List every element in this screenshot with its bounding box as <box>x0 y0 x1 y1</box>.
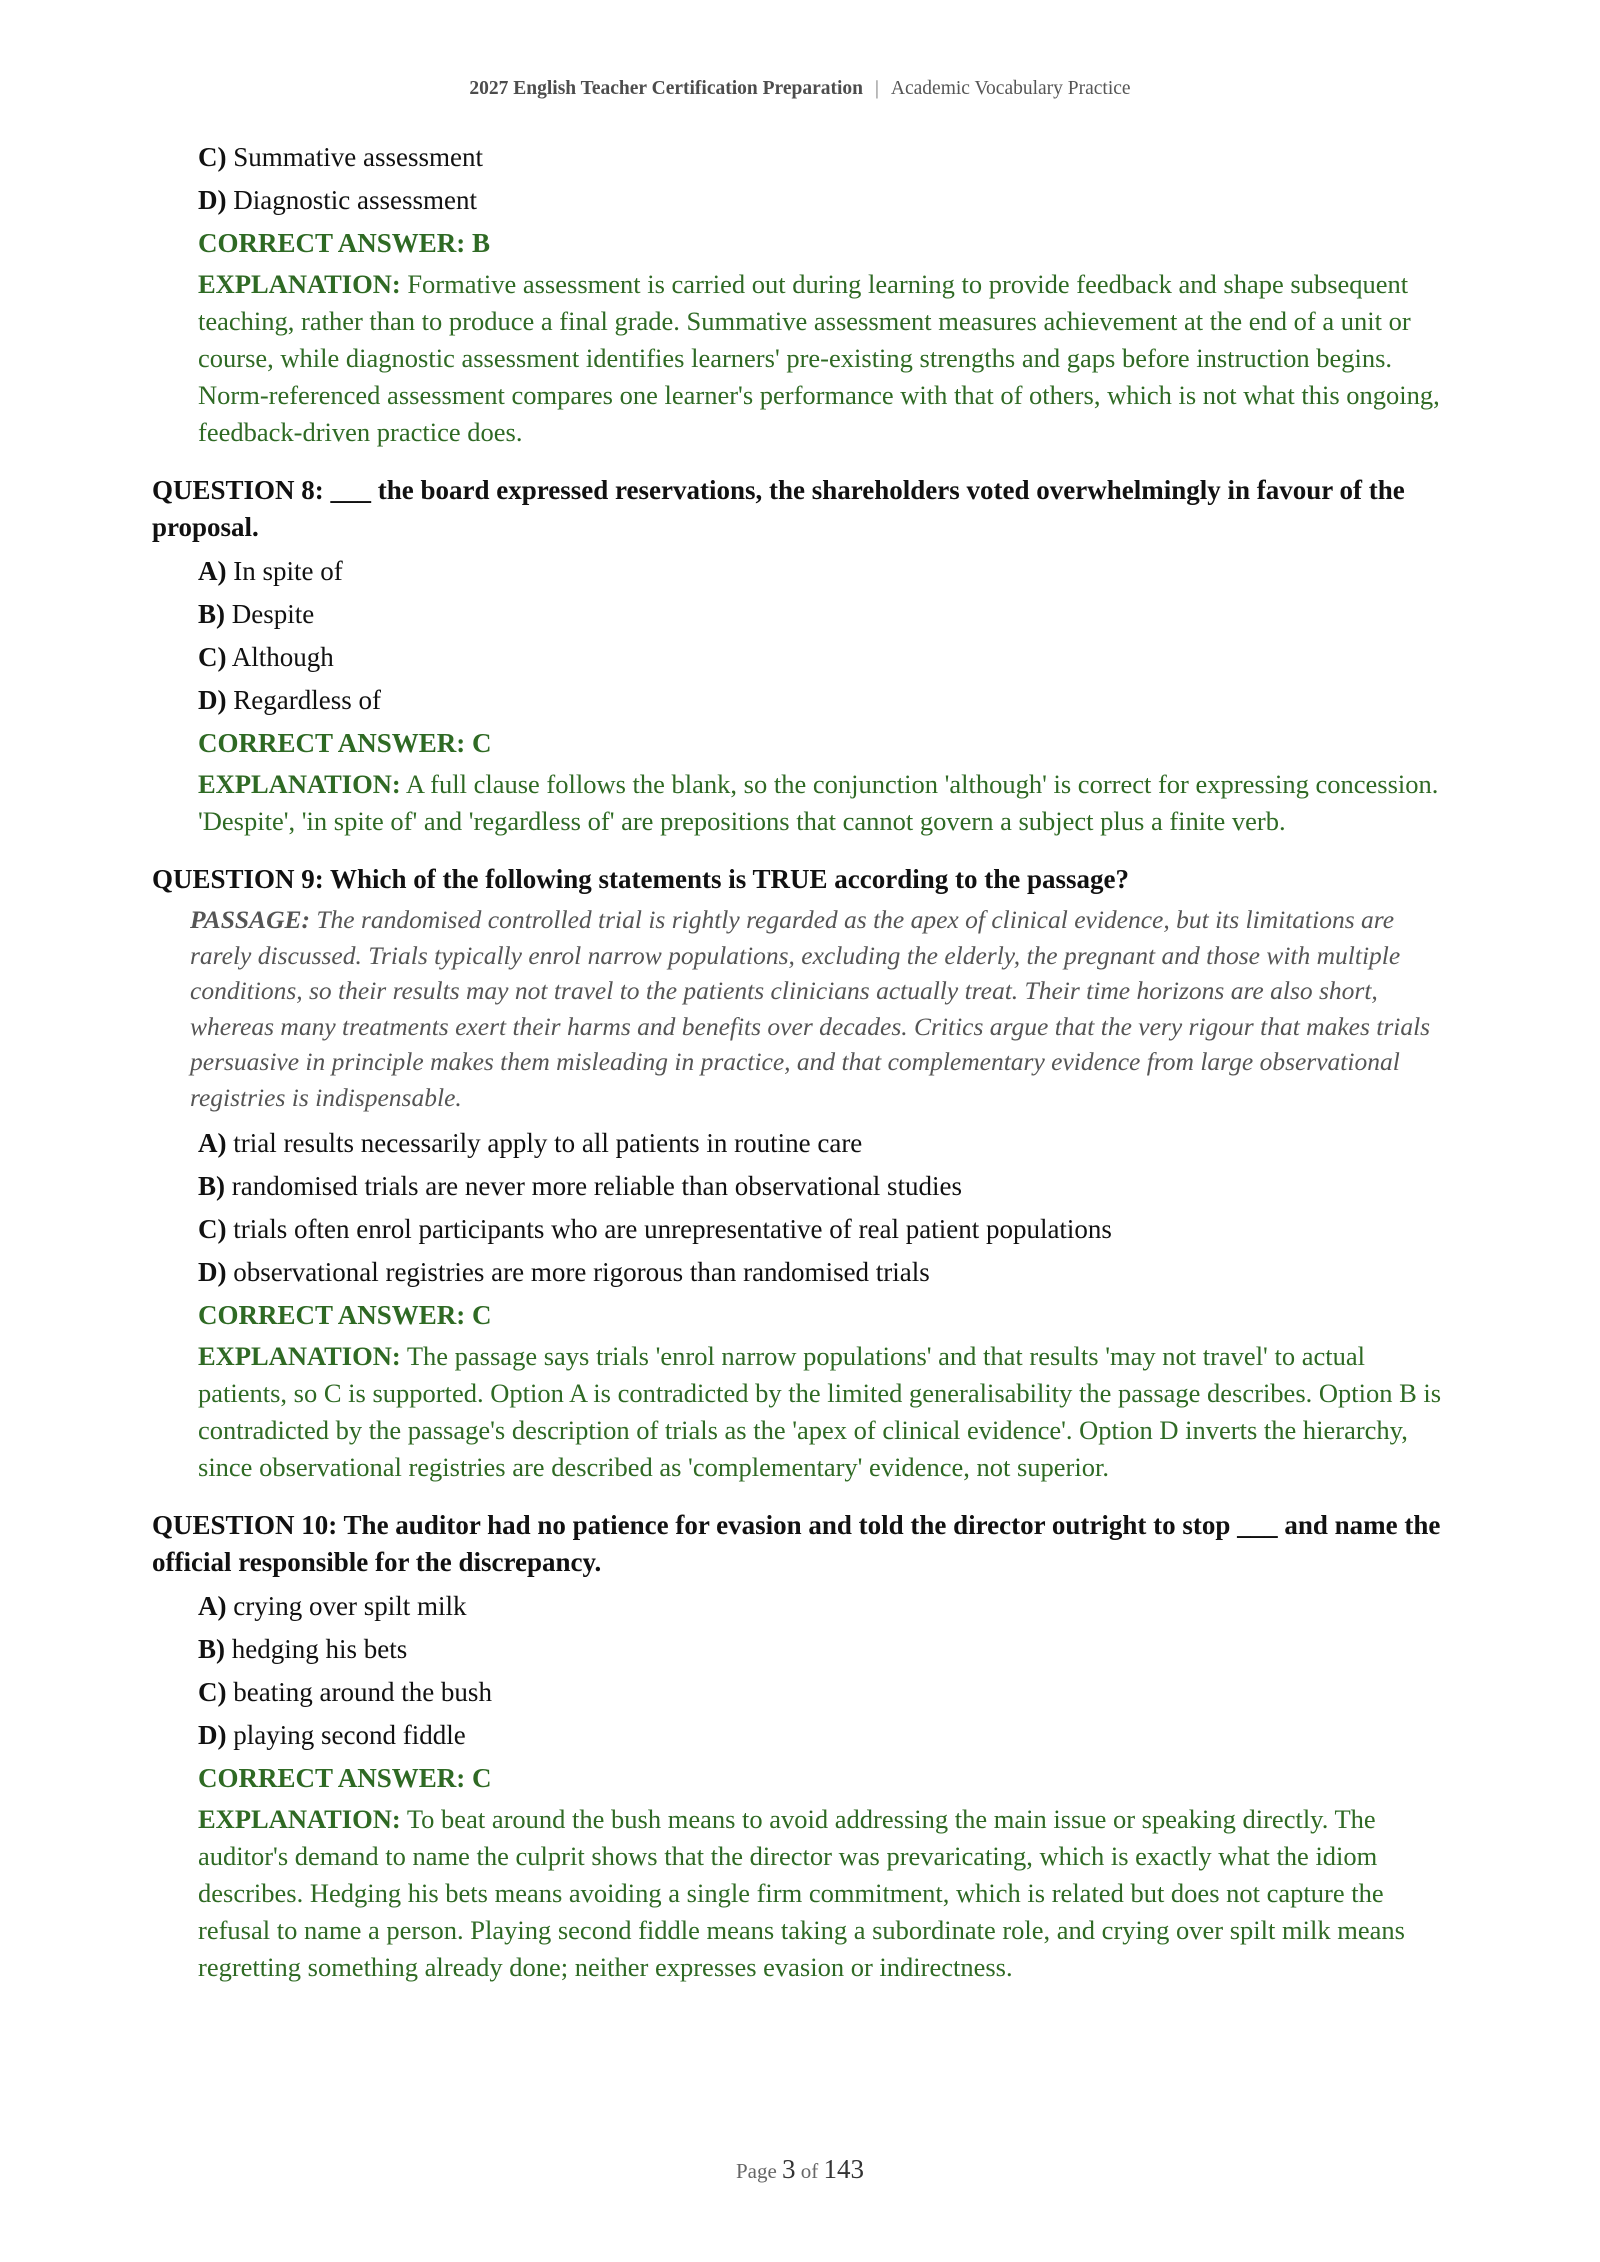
explanation-text: To beat around the bush means to avoid addressing the main issue or speaking directly. The auditor's demand to name the culprit shows that the director was prevaricating, which is exactly what the idiom describes. Hedging his bets means avoiding a single firm commitment, which is related but does not capture the refusal to name a person. Playing second fiddle means taking a subordinate role, and crying over spilt milk means regretting something already done; neither expresses evasion or indirectness. <box>198 1803 1405 1982</box>
q8-question: QUESTION 8: ___ the board expressed reservations, the shareholders voted overwhelmingly in favour of the proposal. <box>152 475 1405 542</box>
page-header <box>0 78 1600 100</box>
q7-explanation <box>152 266 1448 451</box>
option-letter: D) <box>198 685 227 715</box>
q10-option-b <box>198 1628 1448 1671</box>
option-text: Despite <box>231 599 315 629</box>
q8-option-b <box>198 593 1448 636</box>
q7-option-d <box>198 179 1448 222</box>
option-letter: C) <box>198 642 227 672</box>
q8-option-c <box>198 636 1448 679</box>
q9-option-c <box>198 1208 1448 1251</box>
q10-option-a <box>198 1585 1448 1628</box>
explanation-label: EXPLANATION: <box>198 1803 401 1834</box>
option-letter: C) <box>198 1676 227 1707</box>
header-title: 2027 English Teacher Certification Preparation <box>469 78 863 99</box>
page-word: Page <box>735 2159 777 2183</box>
of-word: of <box>800 2159 819 2183</box>
page-number: 3 <box>782 2154 796 2184</box>
option-letter: B) <box>198 599 225 629</box>
q10-question: QUESTION 10: The auditor had no patience for evasion and told the director outright to stop ___ and name the official responsible for the discrepancy. <box>152 1509 1441 1577</box>
q9-option-a <box>198 1122 1448 1165</box>
option-text: Diagnostic assessment <box>233 185 477 215</box>
option-letter: D) <box>198 185 227 215</box>
option-letter: B) <box>198 1633 225 1664</box>
q7-option-c <box>198 136 1448 179</box>
option-letter: C) <box>198 1213 227 1244</box>
q10-option-d <box>198 1714 1448 1757</box>
q8-correct-answer: CORRECT ANSWER: C <box>198 728 492 758</box>
explanation-text: The passage says trials 'enrol narrow populations' and that results 'may not travel' to actual patients, so C is supported. Option A is contradicted by the limited generalisability the passage describes. Option B is contradicted by the passage's description of trials as the 'apex of clinical evidence'. Option D inverts the hierarchy, since observational registries are described as 'complementary' evidence, not superior. <box>198 1340 1442 1482</box>
explanation-text: Formative assessment is carried out during learning to provide feedback and shape subsequent teaching, rather than to produce a final grade. Summative assessment measures achievement at the end of a unit or course, while diagnostic assessment identifies learners' pre-existing strengths and gaps before instruction begins. Norm-referenced assessment compares one learner's performance with that of others, which is not what this ongoing, feedback-driven practice does. <box>198 269 1440 447</box>
q10-options <box>152 1585 1448 1757</box>
header-separator: | <box>875 78 879 99</box>
q9-passage <box>152 902 1448 1116</box>
passage-text: The randomised controlled trial is rightly regarded as the apex of clinical evidence, but its limitations are rarely discussed. Trials typically enrol narrow populations, excluding the elderly, the pregnant and those with multiple conditions, so their results may not travel to the patients clinicians actually treat. Their time horizons are also short, whereas many treatments exert their harms and benefits over decades. Critics argue that the very rigour that makes trials persuasive in principle makes them misleading in practice, and that complementary evidence from large observational registries is indispensable. <box>190 905 1431 1112</box>
option-letter: C) <box>198 142 227 172</box>
option-text: Regardless of <box>233 685 381 715</box>
q8-explanation <box>152 766 1448 840</box>
q9-option-b <box>198 1165 1448 1208</box>
passage-label: PASSAGE: <box>190 905 310 934</box>
explanation-label: EXPLANATION: <box>198 769 401 799</box>
option-text: trials often enrol participants who are unrepresentative of real patient populations <box>233 1213 1112 1244</box>
page-footer <box>0 2154 1600 2185</box>
option-letter: D) <box>198 1719 227 1750</box>
option-letter: A) <box>198 1127 227 1158</box>
option-letter: A) <box>198 556 227 586</box>
q10-option-c <box>198 1671 1448 1714</box>
option-text: trial results necessarily apply to all patients in routine care <box>233 1127 863 1158</box>
q8-options <box>152 550 1448 722</box>
explanation-label: EXPLANATION: <box>198 1340 401 1371</box>
q7-correct-answer: CORRECT ANSWER: B <box>198 228 491 258</box>
q10-explanation <box>152 1801 1448 1986</box>
option-letter: A) <box>198 1590 227 1621</box>
explanation-label: EXPLANATION: <box>198 269 401 299</box>
q10-correct-answer: CORRECT ANSWER: C <box>198 1762 492 1793</box>
explanation-text: A full clause follows the blank, so the conjunction 'although' is correct for expressing concession. 'Despite', 'in spite of' and 'regardless of' are prepositions that cannot govern a subject plus a finite verb. <box>198 769 1439 836</box>
page-content <box>152 136 1448 1986</box>
option-text: beating around the bush <box>233 1676 492 1707</box>
option-text: playing second fiddle <box>233 1719 466 1750</box>
q9-correct-answer: CORRECT ANSWER: C <box>198 1299 492 1330</box>
header-subtitle: Academic Vocabulary Practice <box>890 78 1131 99</box>
total-pages: 143 <box>823 2154 865 2184</box>
option-text: crying over spilt milk <box>233 1590 467 1621</box>
q8-option-a <box>198 550 1448 593</box>
q9-question: QUESTION 9: Which of the following statements is TRUE according to the passage? <box>152 864 1130 894</box>
q8-option-d <box>198 679 1448 722</box>
option-text: observational registries are more rigorous than randomised trials <box>233 1256 930 1287</box>
option-text: Summative assessment <box>233 142 483 172</box>
option-letter: B) <box>198 1170 225 1201</box>
option-text: In spite of <box>233 556 343 586</box>
q9-options <box>152 1122 1448 1294</box>
option-text: randomised trials are never more reliable than observational studies <box>231 1170 962 1201</box>
q9-option-d <box>198 1251 1448 1294</box>
q7-options <box>152 136 1448 222</box>
option-letter: D) <box>198 1256 227 1287</box>
option-text: hedging his bets <box>231 1633 408 1664</box>
q9-explanation <box>152 1338 1448 1486</box>
option-text: Although <box>231 642 334 672</box>
